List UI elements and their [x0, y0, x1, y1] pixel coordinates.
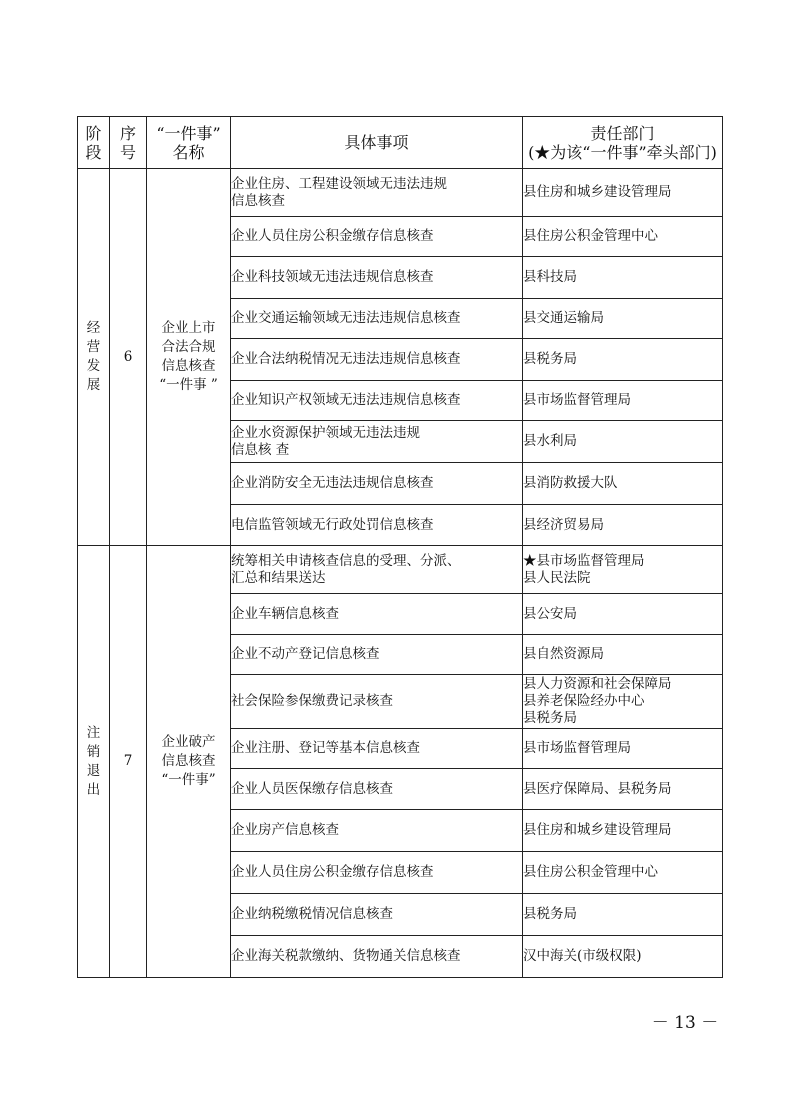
item-cell: 企业人员住房公积金缴存信息核查 [231, 852, 523, 894]
seq-cell: 7 [110, 546, 147, 978]
matter-name-line: “一件事 ” [159, 377, 218, 393]
dept-cell: 县市场监督管理局 [523, 729, 723, 769]
stage-cell [78, 546, 110, 978]
item-cell: 社会保险参保缴费记录核查 [231, 675, 523, 729]
item-cell: 电信监管领域无行政处罚信息核查 [231, 505, 523, 546]
dept-cell: 县自然资源局 [523, 635, 723, 675]
dept-cell: 县市场监督管理局 [523, 381, 723, 421]
table-row [78, 546, 723, 594]
item-cell: 企业水资源保护领域无违法违规 信息核 查 [231, 421, 523, 463]
dept-cell: 县人力资源和社会保障局 县养老保险经办中心 县税务局 [523, 675, 723, 729]
item-cell: 企业住房、工程建设领域无违法违规 信息核查 [231, 169, 523, 217]
dept-cell: 县税务局 [523, 894, 723, 936]
item-cell: 企业车辆信息核查 [231, 594, 523, 635]
matter-name-line: 企业破产 [161, 734, 216, 750]
item-cell: 企业交通运输领域无违法违规信息核查 [231, 299, 523, 339]
dept-cell: 县税务局 [523, 339, 723, 381]
header-name [147, 117, 231, 169]
matter-name-line: 合法合规 [161, 339, 216, 355]
matter-name-line: 企业上市 [161, 320, 216, 336]
matter-name-line: 信息核查 [161, 753, 216, 769]
table-row [78, 169, 723, 217]
item-cell: 企业海关税款缴纳、货物通关信息核查 [231, 936, 523, 978]
header-name-line2: 名称 [172, 142, 205, 162]
matter-name-line: “一件事” [161, 772, 216, 788]
stage-char: 出 [86, 781, 101, 798]
stage-char: 销 [86, 743, 101, 760]
header-dept-line1: 责任部门 [590, 123, 655, 143]
header-name-line1: “一件事” [156, 123, 221, 143]
dept-cell: 县交通运输局 [523, 299, 723, 339]
matter-name-line: 信息核查 [161, 358, 216, 374]
stage-char: 注 [86, 724, 101, 741]
header-seq: 序 号 [110, 117, 147, 169]
stage-cell [78, 169, 110, 546]
dept-cell: 县科技局 [523, 257, 723, 299]
stage-char: 展 [86, 377, 101, 393]
stage-char: 营 [86, 339, 101, 355]
dept-cell: 汉中海关(市级权限) [523, 936, 723, 978]
page-number: － 13 － [651, 1013, 719, 1033]
header-dept-line2: (★为该“一件事”牵头部门) [528, 142, 717, 162]
dept-cell: 县水利局 [523, 421, 723, 463]
item-cell: 企业合法纳税情况无违法违规信息核查 [231, 339, 523, 381]
matter-name-cell [147, 169, 231, 546]
item-cell: 企业人员医保缴存信息核查 [231, 769, 523, 810]
header-row [78, 117, 723, 169]
seq-cell: 6 [110, 169, 147, 546]
dept-cell: 县住房公积金管理中心 [523, 217, 723, 257]
stage-char: 退 [86, 762, 101, 779]
header-dept [523, 117, 723, 169]
dept-cell: 县消防救援大队 [523, 463, 723, 505]
header-stage: 阶 段 [78, 117, 110, 169]
dept-cell: ★县市场监督管理局 县人民法院 [523, 546, 723, 594]
item-cell: 统筹相关申请核查信息的受理、分派、 汇总和结果送达 [231, 546, 523, 594]
dept-cell: 县公安局 [523, 594, 723, 635]
item-cell: 企业注册、登记等基本信息核查 [231, 729, 523, 769]
matter-name-cell [147, 546, 231, 978]
matters-table [77, 116, 723, 978]
item-cell: 企业人员住房公积金缴存信息核查 [231, 217, 523, 257]
item-cell: 企业消防安全无违法违规信息核查 [231, 463, 523, 505]
item-cell: 企业科技领域无违法违规信息核查 [231, 257, 523, 299]
item-cell: 企业房产信息核查 [231, 810, 523, 852]
header-item: 具体事项 [231, 117, 523, 169]
dept-cell: 县医疗保障局、县税务局 [523, 769, 723, 810]
item-cell: 企业不动产登记信息核查 [231, 635, 523, 675]
stage-char: 经 [86, 320, 101, 336]
item-cell: 企业知识产权领域无违法违规信息核查 [231, 381, 523, 421]
dept-cell: 县经济贸易局 [523, 505, 723, 546]
dept-cell: 县住房和城乡建设管理局 [523, 169, 723, 217]
dept-cell: 县住房和城乡建设管理局 [523, 810, 723, 852]
stage-char: 发 [86, 358, 101, 374]
item-cell: 企业纳税缴税情况信息核查 [231, 894, 523, 936]
dept-cell: 县住房公积金管理中心 [523, 852, 723, 894]
